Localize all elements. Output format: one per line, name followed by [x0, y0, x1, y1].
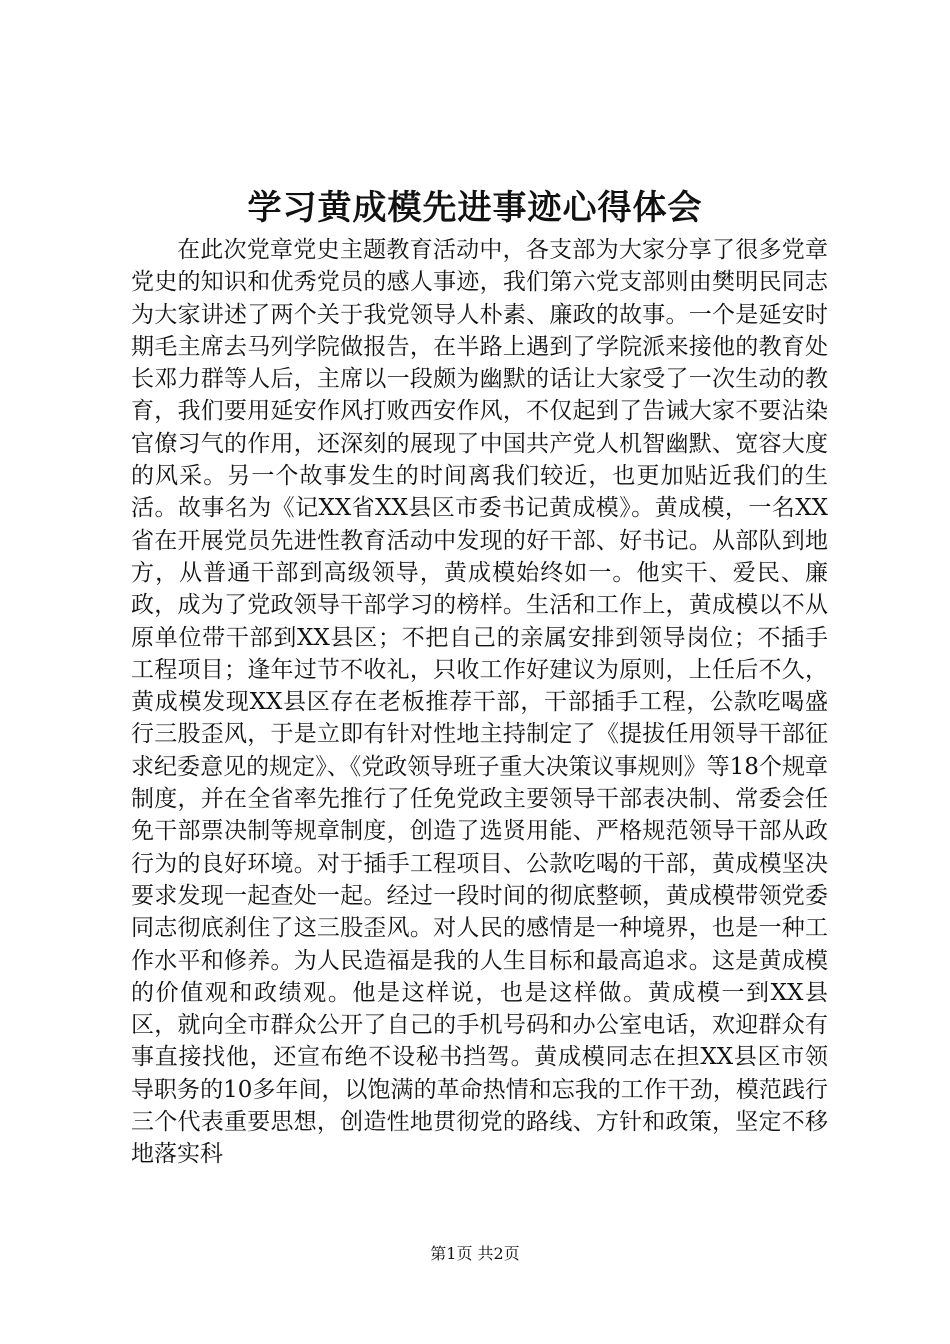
page-footer: 第1页 共2页: [430, 1244, 520, 1263]
body-paragraph: 在此次党章党史主题教育活动中，各支部为大家分享了很多党章党史的知识和优秀党员的感人事迹，我们第六党支部则由樊明民同志为大家讲述了两个关于我党领导人朴素、廉政的故事。一个是延安时期毛主席去马列学院做报告，在半路上遇到了学院派来接他的教育处长邓力群等人后，主席以一段颇为幽默的话让大家受了一次生动的教育，我们要用延安作风打败西安作风，不仅起到了告诫大家不要沾染官僚习气的作用，还深刻的展现了中国共产党人机智幽默、宽容大度的风采。另一个故事发生的时间离我们较近，也更加贴近我们的生活。故事名为《记XX省XX县区市委书记黄成模》。黄成模，一名XX省在开展党员先进性教育活动中发现的好干部、好书记。从部队到地方，从普通干部到高级领导，黄成模始终如一。他实干、爱民、廉政，成为了党政领导干部学习的榜样。生活和工作上，黄成模以不从原单位带干部到XX县区；不把自己的亲属安排到领导岗位；不插手工程项目；逢年过节不收礼，只收工作好建议为原则，上任后不久，黄成模发现XX县区存在老板推荐干部，干部插手工程，公款吃喝盛行三股歪风，于是立即有针对性地主持制定了《提拔任用领导干部征求纪委意见的规定》、《党政领导班子重大决策议事规则》等18个规章制度，并在全省率先推行了任免党政主要领导干部表决制、常委会任免干部票决制等规章制度，创造了选贤用能、严格规范领导干部从政行为的良好环境。对于插手工程项目、公款吃喝的干部，黄成模坚决要求发现一起查处一起。经过一段时间的彻底整顿，黄成模带领党委同志彻底刹住了这三股歪风。对人民的感情是一种境界，也是一种工作水平和修养。为人民造福是我的人生目标和最高追求。这是黄成模的价值观和政绩观。他是这样说，也是这样做。黄成模一到XX县区，就向全市群众公开了自己的手机号码和办公室电话，欢迎群众有事直接找他，还宣布绝不设秘书挡驾。黄成模同志在担XX县区市领导职务的10多年间，以饱满的革命热情和忘我的工作干劲，模范践行三个代表重要思想，创造性地贯彻党的路线、方针和政策，坚定不移地落实科: [131, 237, 828, 1168]
document-title: 学习黄成模先进事迹心得体会: [247, 188, 703, 228]
